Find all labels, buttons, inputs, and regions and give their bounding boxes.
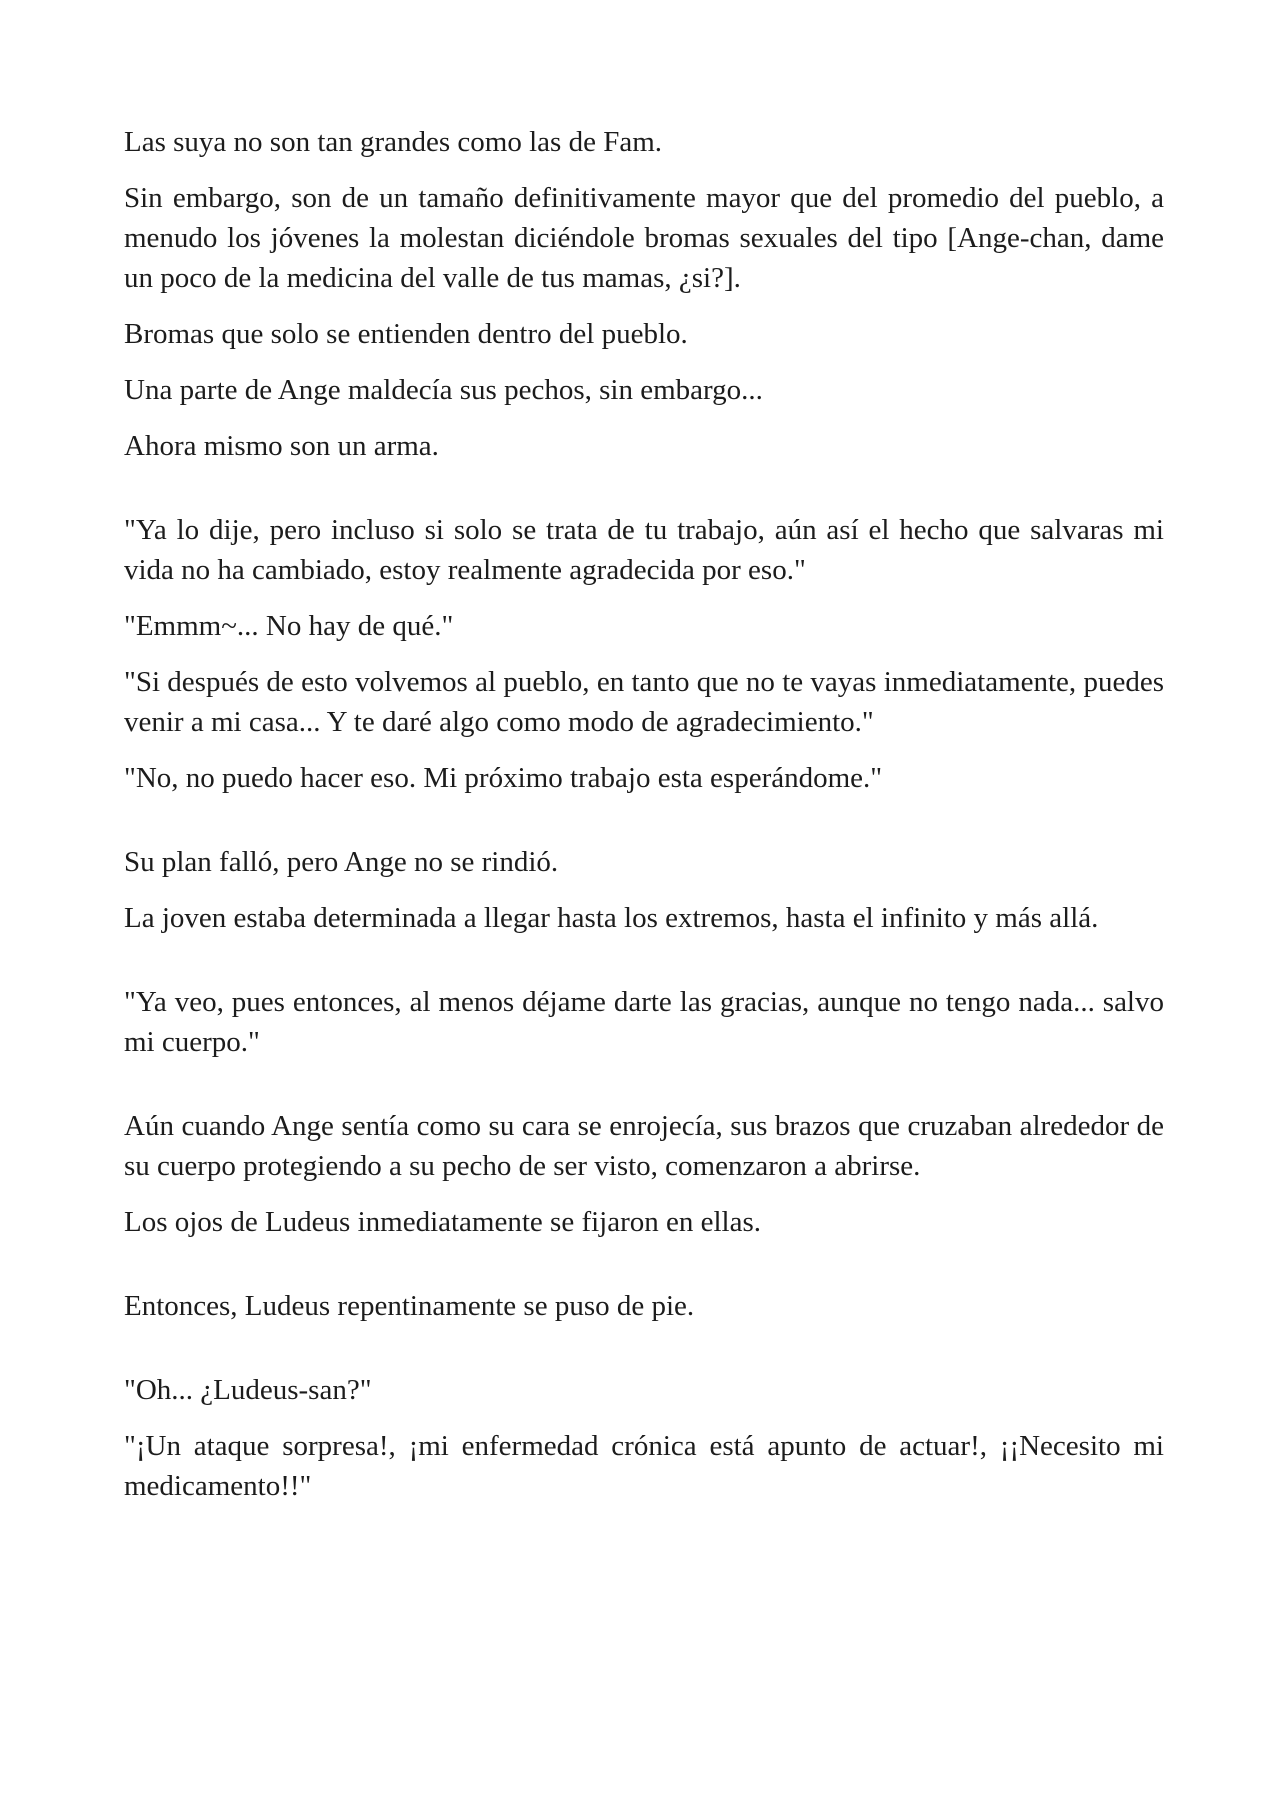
document-page — [124, 122, 1164, 1522]
paragraph-2: Sin embargo, son de un tamaño definitivamente mayor que del promedio del pueblo, a menudo los jóvenes la molestan diciéndole bromas sexuales del tipo [Ange-chan, dame un poco de la medicina del valle de tus mamas, ¿si?]. — [124, 182, 1164, 294]
section-gap — [124, 1342, 1164, 1370]
paragraph-13: Aún cuando Ange sentía como su cara se enrojecía, sus brazos que cruzaban alrededor de su cuerpo protegiendo a su pecho de ser visto, comenzaron a abrirse. — [124, 1110, 1164, 1182]
paragraph-9: "No, no puedo hacer eso. Mi próximo trabajo esta esperándome." — [124, 762, 883, 794]
paragraph-6: "Ya lo dije, pero incluso si solo se trata de tu trabajo, aún así el hecho que salvaras mi vida no ha cambiado, estoy realmente agradecida por eso." — [124, 514, 1164, 586]
section-gap — [124, 1258, 1164, 1286]
section-gap — [124, 1078, 1164, 1106]
section-gap — [124, 482, 1164, 510]
paragraph-1: Las suya no son tan grandes como las de Fam. — [124, 126, 663, 158]
paragraph-8: "Si después de esto volvemos al pueblo, en tanto que no te vayas inmediatamente, puedes venir a mi casa... Y te daré algo como modo de agradecimiento." — [124, 666, 1164, 738]
paragraph-5: Ahora mismo son un arma. — [124, 430, 439, 462]
paragraph-11: La joven estaba determinada a llegar hasta los extremos, hasta el infinito y más allá. — [124, 902, 1099, 934]
paragraph-3: Bromas que solo se entienden dentro del pueblo. — [124, 318, 688, 350]
paragraph-10: Su plan falló, pero Ange no se rindió. — [124, 846, 559, 878]
paragraph-16: "Oh... ¿Ludeus-san?" — [124, 1374, 372, 1406]
paragraph-14: Los ojos de Ludeus inmediatamente se fijaron en ellas. — [124, 1206, 762, 1238]
paragraph-7: "Emmm~... No hay de qué." — [124, 610, 454, 642]
paragraph-12: "Ya veo, pues entonces, al menos déjame darte las gracias, aunque no tengo nada... salvo mi cuerpo." — [124, 986, 1164, 1058]
paragraph-15: Entonces, Ludeus repentinamente se puso de pie. — [124, 1290, 695, 1322]
paragraph-4: Una parte de Ange maldecía sus pechos, sin embargo... — [124, 374, 763, 406]
paragraph-17: "¡Un ataque sorpresa!, ¡mi enfermedad crónica está apunto de actuar!, ¡¡Necesito mi medicamento!!" — [124, 1430, 1164, 1502]
section-gap — [124, 954, 1164, 982]
section-gap — [124, 814, 1164, 842]
